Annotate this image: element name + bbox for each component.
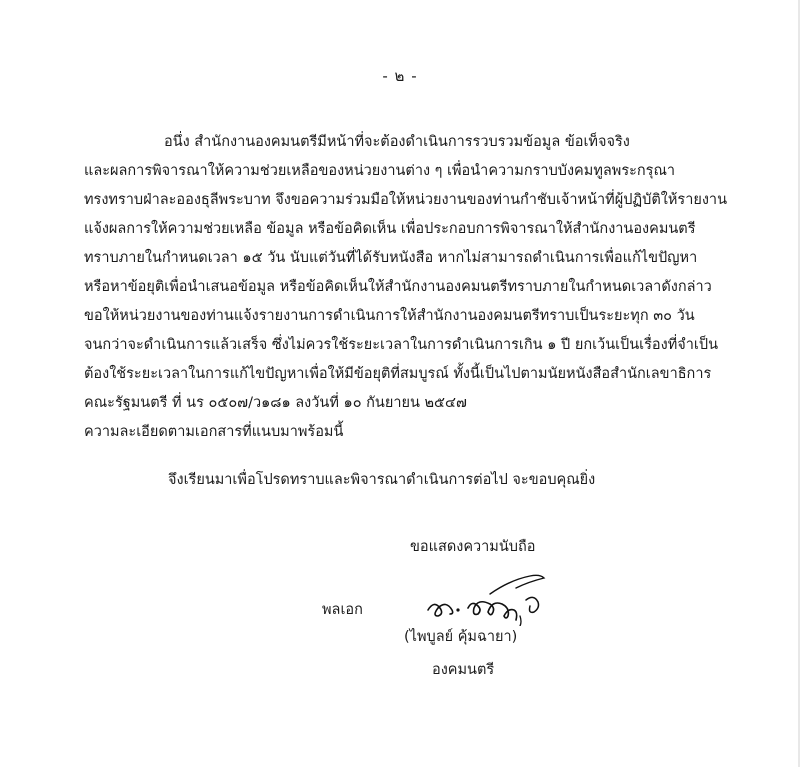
body-line: แจ้งผลการให้ความช่วยเหลือ ข้อมูล หรือข้อคิดเห็น เพื่อประกอบการพิจารณาให้สำนักงานองคมนตรี bbox=[84, 221, 696, 237]
body-line: และผลการพิจารณาให้ความช่วยเหลือของหน่วยงานต่าง ๆ เพื่อนำความกราบบังคมทูลพระกรุณา bbox=[84, 163, 676, 179]
complimentary-close: ขอแสดงความนับถือ bbox=[410, 539, 536, 555]
body-line: คณะรัฐมนตรี ที่ นร ๐๕๐๗/ว๑๘๑ ลงวันที่ ๑๐ กันยายน ๒๕๔๗ bbox=[84, 395, 467, 411]
body-line: ทราบภายในกำหนดเวลา ๑๕ วัน นับแต่วันที่ได้รับหนังสือ หากไม่สามารถดำเนินการเพื่อแก้ไขปัญหา bbox=[84, 250, 698, 266]
closing-sentence: จึงเรียนมาเพื่อโปรดทราบและพิจารณาดำเนินการต่อไป จะขอบคุณยิ่ง bbox=[168, 472, 596, 488]
body-line: ทรงทราบฝ่าละอองธุลีพระบาท จึงขอความร่วมมือให้หน่วยงานของท่านกำชับเจ้าหน้าที่ผู้ปฏิบัติให้รายงาน bbox=[84, 192, 727, 208]
signer-name: (ไพบูลย์ คุ้มฉายา) bbox=[404, 629, 518, 645]
signer-title: องคมนตรี bbox=[432, 662, 495, 678]
letter-body bbox=[84, 128, 727, 447]
signer-rank: พลเอก bbox=[322, 602, 363, 618]
body-line: จนกว่าจะดำเนินการแล้วเสร็จ ซึ่งไม่ควรใช้ระยะเวลาในการดำเนินการเกิน ๑ ปี ยกเว้นเป็นเรื่องที่จำเป็น bbox=[84, 337, 718, 353]
page-number: - ๒ - bbox=[382, 67, 418, 85]
handwritten-signature bbox=[420, 566, 560, 626]
body-line: ต้องใช้ระยะเวลาในการแก้ไขปัญหาเพื่อให้มีข้อยุติที่สมบูรณ์ ทั้งนี้เป็นไปตามนัยหนังสือสำนักเลขาธิการ bbox=[84, 366, 712, 382]
body-line: ขอให้หน่วยงานของท่านแจ้งรายงานการดำเนินการให้สำนักงานองคมนตรีทราบเป็นระยะทุก ๓๐ วัน bbox=[84, 308, 695, 324]
body-line: อนึ่ง สำนักงานองคมนตรีมีหน้าที่จะต้องดำเนินการรวบรวมข้อมูล ข้อเท็จจริง bbox=[164, 134, 630, 150]
body-line: ความละเอียดตามเอกสารที่แนบมาพร้อมนี้ bbox=[84, 424, 344, 440]
body-line: หรือหาข้อยุติเพื่อนำเสนอข้อมูล หรือข้อคิดเห็นให้สำนักงานองคมนตรีทราบภายในกำหนดเวลาดังกล่าว bbox=[84, 279, 712, 295]
